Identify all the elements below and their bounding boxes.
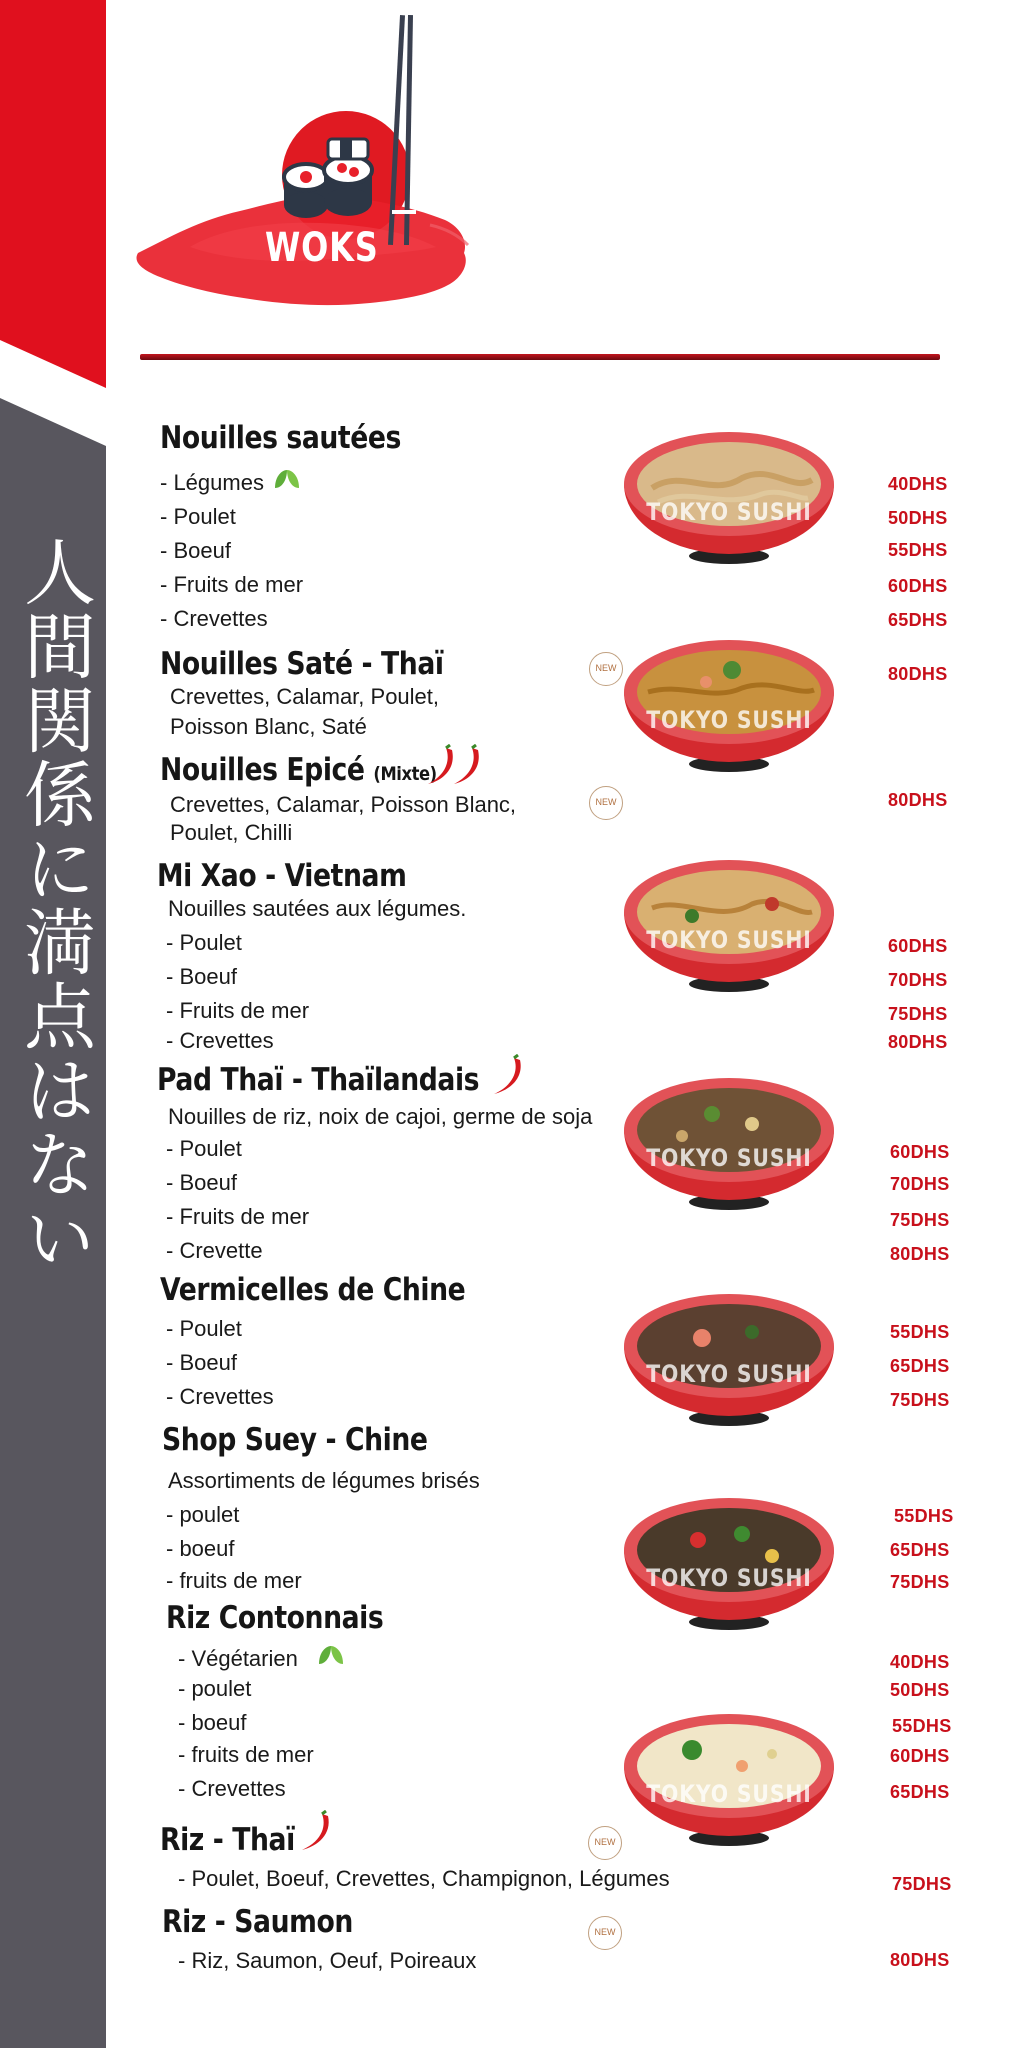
chili-icon <box>296 1810 332 1854</box>
side-band <box>0 0 108 2048</box>
menu-item: - Boeuf <box>166 964 237 989</box>
new-badge: NEW <box>588 1826 622 1860</box>
bowl-icon <box>622 856 836 994</box>
header-divider <box>140 354 940 360</box>
bowl-icon <box>622 1074 836 1212</box>
section-title: Pad Thaï - Thaïlandais <box>157 1062 480 1098</box>
section-title: Nouilles Saté - Thaï <box>160 646 444 682</box>
price: 50DHS <box>890 1680 950 1700</box>
menu-item: - boeuf <box>178 1710 247 1735</box>
dish-description: - Poulet, Boeuf, Crevettes, Champignon, Légumes <box>178 1866 670 1891</box>
price: 80DHS <box>888 664 948 684</box>
logo-title: WOKS <box>265 225 379 271</box>
price: 75DHS <box>892 1874 952 1894</box>
chili-icon <box>422 744 484 788</box>
price: 80DHS <box>890 1950 950 1970</box>
price: 40DHS <box>890 1652 950 1672</box>
menu-item: - poulet <box>178 1676 252 1701</box>
dish-photo <box>622 1710 836 1848</box>
price: 70DHS <box>888 970 948 990</box>
menu-item: - poulet <box>166 1502 240 1527</box>
bowl-icon <box>622 1710 836 1848</box>
section-title-text: Nouilles Epicé <box>160 752 365 788</box>
menu-item: - fruits de mer <box>166 1568 302 1593</box>
menu-item: - Poulet <box>166 1316 242 1341</box>
menu-item: - Boeuf <box>160 538 231 563</box>
new-badge: NEW <box>589 652 623 686</box>
dish-description: Poisson Blanc, Saté <box>170 714 367 739</box>
section-title <box>160 752 437 788</box>
menu-item: - Fruits de mer <box>160 572 304 597</box>
bowl-watermark: TOKYO SUSHI <box>646 1564 812 1592</box>
bowl-icon <box>622 1290 836 1428</box>
dish-photo <box>622 428 836 566</box>
dish-photo <box>622 856 836 994</box>
price: 60DHS <box>888 576 948 596</box>
dish-description: Crevettes, Calamar, Poulet, <box>170 684 440 709</box>
menu-item: - Crevettes <box>160 606 268 631</box>
section-title: Riz - Saumon <box>162 1904 353 1940</box>
menu-item: - Légumes <box>160 470 264 495</box>
price: 75DHS <box>890 1572 950 1592</box>
price: 55DHS <box>890 1322 950 1342</box>
menu-item: - boeuf <box>166 1536 235 1561</box>
dish-photo <box>622 1074 836 1212</box>
section-title: Shop Suey - Chine <box>162 1422 428 1458</box>
menu-item: - Crevettes <box>178 1776 286 1801</box>
menu-item: - fruits de mer <box>178 1742 314 1767</box>
menu-item: - Boeuf <box>166 1350 237 1375</box>
bowl-watermark: TOKYO SUSHI <box>646 926 812 954</box>
price: 55DHS <box>894 1506 954 1526</box>
chili-icon <box>488 1054 524 1098</box>
price: 75DHS <box>890 1390 950 1410</box>
dish-description: Poulet, Chilli <box>170 820 293 845</box>
new-badge: NEW <box>589 786 623 820</box>
section-title: Riz Contonnais <box>166 1600 384 1636</box>
price: 60DHS <box>888 936 948 956</box>
dish-photo <box>622 636 836 774</box>
price: 55DHS <box>888 540 948 560</box>
bowl-icon <box>622 1494 836 1632</box>
price: 75DHS <box>890 1210 950 1230</box>
menu-item: - Crevette <box>166 1238 263 1263</box>
section-title: Vermicelles de Chine <box>160 1272 466 1308</box>
price: 80DHS <box>890 1244 950 1264</box>
section-title-suffix: (Mixte) <box>373 763 437 785</box>
dish-description: Nouilles sautées aux légumes. <box>168 896 467 921</box>
menu-item: - Crevettes <box>166 1028 274 1053</box>
menu-item: - Poulet <box>160 504 236 529</box>
section-title: Nouilles sautées <box>160 420 401 456</box>
dish-description: Assortiments de légumes brisés <box>168 1468 480 1493</box>
price: 60DHS <box>890 1142 950 1162</box>
price: 65DHS <box>890 1782 950 1802</box>
bowl-watermark: TOKYO SUSHI <box>646 1360 812 1388</box>
leaf-icon <box>272 468 302 494</box>
price: 60DHS <box>890 1746 950 1766</box>
bowl-watermark: TOKYO SUSHI <box>646 1144 812 1172</box>
new-badge: NEW <box>588 1916 622 1950</box>
dish-description: - Riz, Saumon, Oeuf, Poireaux <box>178 1948 477 1973</box>
menu-item: - Crevettes <box>166 1384 274 1409</box>
price: 65DHS <box>890 1356 950 1376</box>
menu-item: - Fruits de mer <box>166 998 310 1023</box>
price: 80DHS <box>888 1032 948 1052</box>
price: 50DHS <box>888 508 948 528</box>
price: 75DHS <box>888 1004 948 1024</box>
dish-photo <box>622 1494 836 1632</box>
price: 80DHS <box>888 790 948 810</box>
dish-photo <box>622 1290 836 1428</box>
price: 40DHS <box>888 474 948 494</box>
price: 65DHS <box>888 610 948 630</box>
bowl-watermark: TOKYO SUSHI <box>646 706 812 734</box>
menu-item: - Poulet <box>166 930 242 955</box>
dish-description: Crevettes, Calamar, Poisson Blanc, <box>170 792 517 817</box>
bowl-icon <box>622 636 836 774</box>
price: 65DHS <box>890 1540 950 1560</box>
price: 55DHS <box>892 1716 952 1736</box>
bowl-watermark: TOKYO SUSHI <box>646 1780 812 1808</box>
bowl-icon <box>622 428 836 566</box>
leaf-icon <box>316 1644 346 1670</box>
menu-item: - Boeuf <box>166 1170 237 1195</box>
side-japanese-text: 人間関係に満点はない <box>12 535 96 1275</box>
price: 70DHS <box>890 1174 950 1194</box>
menu-item: - Fruits de mer <box>166 1204 310 1229</box>
dish-description: Nouilles de riz, noix de cajoi, germe de soja <box>168 1104 593 1129</box>
section-title: Riz - Thaï <box>160 1822 295 1858</box>
section-title: Mi Xao - Vietnam <box>157 858 407 894</box>
menu-item: - Poulet <box>166 1136 242 1161</box>
menu-item: - Végétarien <box>178 1646 298 1671</box>
bowl-watermark: TOKYO SUSHI <box>646 498 812 526</box>
